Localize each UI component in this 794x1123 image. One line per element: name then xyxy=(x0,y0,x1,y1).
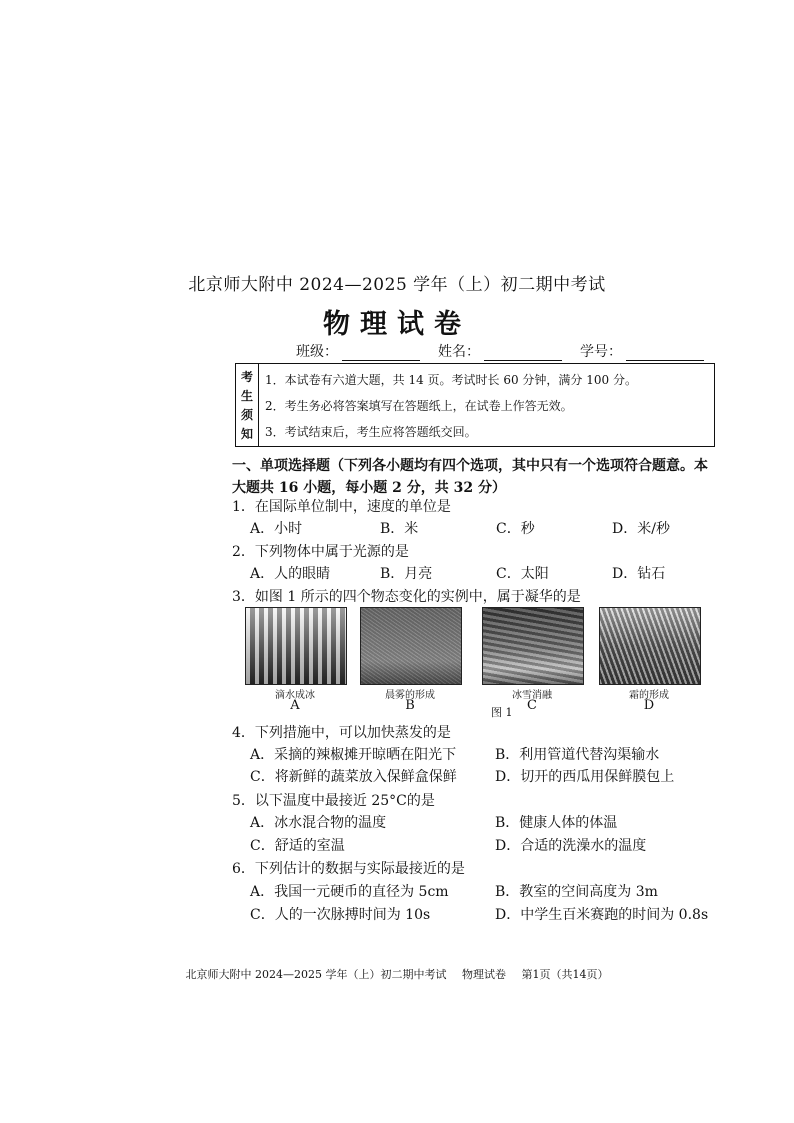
figure-caption-d: 霜的形成 xyxy=(629,690,669,701)
question-1-stem: 1．在国际单位制中，速度的单位是 xyxy=(232,499,451,515)
q1-option-a[interactable]: A．小时 xyxy=(250,521,303,537)
name-field[interactable] xyxy=(438,341,562,361)
student-id-blank[interactable] xyxy=(626,345,704,361)
q6-option-b[interactable]: B．教室的空间高度为 3m xyxy=(495,884,658,900)
notice-label-char: 须 xyxy=(240,408,253,422)
student-id-label: 学号： xyxy=(580,344,622,360)
figure-letter-b: B xyxy=(405,698,415,713)
q2-option-c[interactable]: C．太阳 xyxy=(496,566,549,582)
notice-label xyxy=(236,364,259,446)
q5-option-c[interactable]: C．舒适的室温 xyxy=(250,838,345,854)
question-3-stem: 3．如图 1 所示的四个物态变化的实例中，属于凝华的是 xyxy=(232,589,581,605)
exam-notice-box xyxy=(235,363,715,447)
figure-caption-b: 晨雾的形成 xyxy=(385,690,435,701)
class-field[interactable] xyxy=(296,341,420,361)
school-title: 北京师大附中 2024—2025 学年（上）初二期中考试 xyxy=(188,275,606,295)
q4-option-c[interactable]: C．将新鲜的蔬菜放入保鲜盒保鲜 xyxy=(250,769,457,785)
notice-label-char: 考 xyxy=(240,370,253,384)
figure-photo-a xyxy=(245,607,347,685)
q4-option-b[interactable]: B．利用管道代替沟渠输水 xyxy=(495,747,660,763)
notice-item: 3．考试结束后，考生应将答题纸交回。 xyxy=(265,424,477,439)
question-6-stem: 6．下列估计的数据与实际最接近的是 xyxy=(232,861,465,877)
q5-option-b[interactable]: B．健康人体的体温 xyxy=(495,815,618,831)
question-5-stem: 5．以下温度中最接近 25°C的是 xyxy=(232,793,435,809)
notice-item: 1．本试卷有六道大题，共 14 页。考试时长 60 分钟，满分 100 分。 xyxy=(265,372,637,387)
q2-option-d[interactable]: D．钻石 xyxy=(612,566,666,582)
figure-photo-d xyxy=(599,607,701,685)
q6-option-d[interactable]: D．中学生百米赛跑的时间为 0.8s xyxy=(495,907,709,923)
exam-title: 物理试卷 xyxy=(323,309,471,340)
figure-photo-c xyxy=(482,607,584,685)
name-label: 姓名： xyxy=(438,344,480,360)
notice-label-char: 知 xyxy=(240,427,253,441)
question-2-stem: 2．下列物体中属于光源的是 xyxy=(232,544,409,560)
figure-caption-c: 冰雪消融 xyxy=(512,690,552,701)
q6-option-c[interactable]: C．人的一次脉搏时间为 10s xyxy=(250,907,431,923)
figure-letter-d: D xyxy=(643,698,655,713)
footer-subject: 物理试卷 xyxy=(461,968,506,981)
q1-option-b[interactable]: B．米 xyxy=(380,521,419,537)
notice-item: 2．考生务必将答案填写在答题纸上，在试卷上作答无效。 xyxy=(265,398,573,413)
q2-option-b[interactable]: B．月亮 xyxy=(380,566,433,582)
figure-photo-b xyxy=(360,607,462,685)
section-heading-line: 一、单项选择题（下列各小题均有四个选项，其中只有一个选项符合题意。本 xyxy=(232,458,708,474)
q6-option-a[interactable]: A．我国一元硬币的直径为 5cm xyxy=(250,884,449,900)
q4-option-d[interactable]: D．切开的西瓜用保鲜膜包上 xyxy=(495,769,675,785)
class-blank[interactable] xyxy=(342,345,420,361)
student-id-field[interactable] xyxy=(580,341,704,361)
footer-exam-name: 北京师大附中 2024—2025 学年（上）初二期中考试 xyxy=(185,968,447,981)
footer-page-number: 第1页（共14页） xyxy=(521,968,609,981)
q2-option-a[interactable]: A．人的眼睛 xyxy=(250,566,331,582)
q1-option-c[interactable]: C．秒 xyxy=(496,521,535,537)
section-heading xyxy=(232,455,717,499)
page-footer xyxy=(0,966,794,982)
figure-letter-a: A xyxy=(290,698,300,713)
section-heading-line: 大题共 16 小题，每小题 2 分，共 32 分） xyxy=(232,480,506,496)
question-4-stem: 4．下列措施中，可以加快蒸发的是 xyxy=(232,725,451,741)
name-blank[interactable] xyxy=(484,345,562,361)
figure-caption-a: 滴水成冰 xyxy=(275,690,315,701)
q4-option-a[interactable]: A．采摘的辣椒摊开晾晒在阳光下 xyxy=(250,747,457,763)
class-label: 班级： xyxy=(296,344,338,360)
q5-option-a[interactable]: A．冰水混合物的温度 xyxy=(250,815,387,831)
figure-label: 图 1 xyxy=(491,706,513,719)
notice-label-char: 生 xyxy=(240,389,253,403)
notice-items xyxy=(259,364,714,446)
student-info-row xyxy=(296,341,710,361)
q1-option-d[interactable]: D．米/秒 xyxy=(612,521,670,537)
figure-letter-c: C xyxy=(527,698,537,713)
q5-option-d[interactable]: D．合适的洗澡水的温度 xyxy=(495,838,647,854)
